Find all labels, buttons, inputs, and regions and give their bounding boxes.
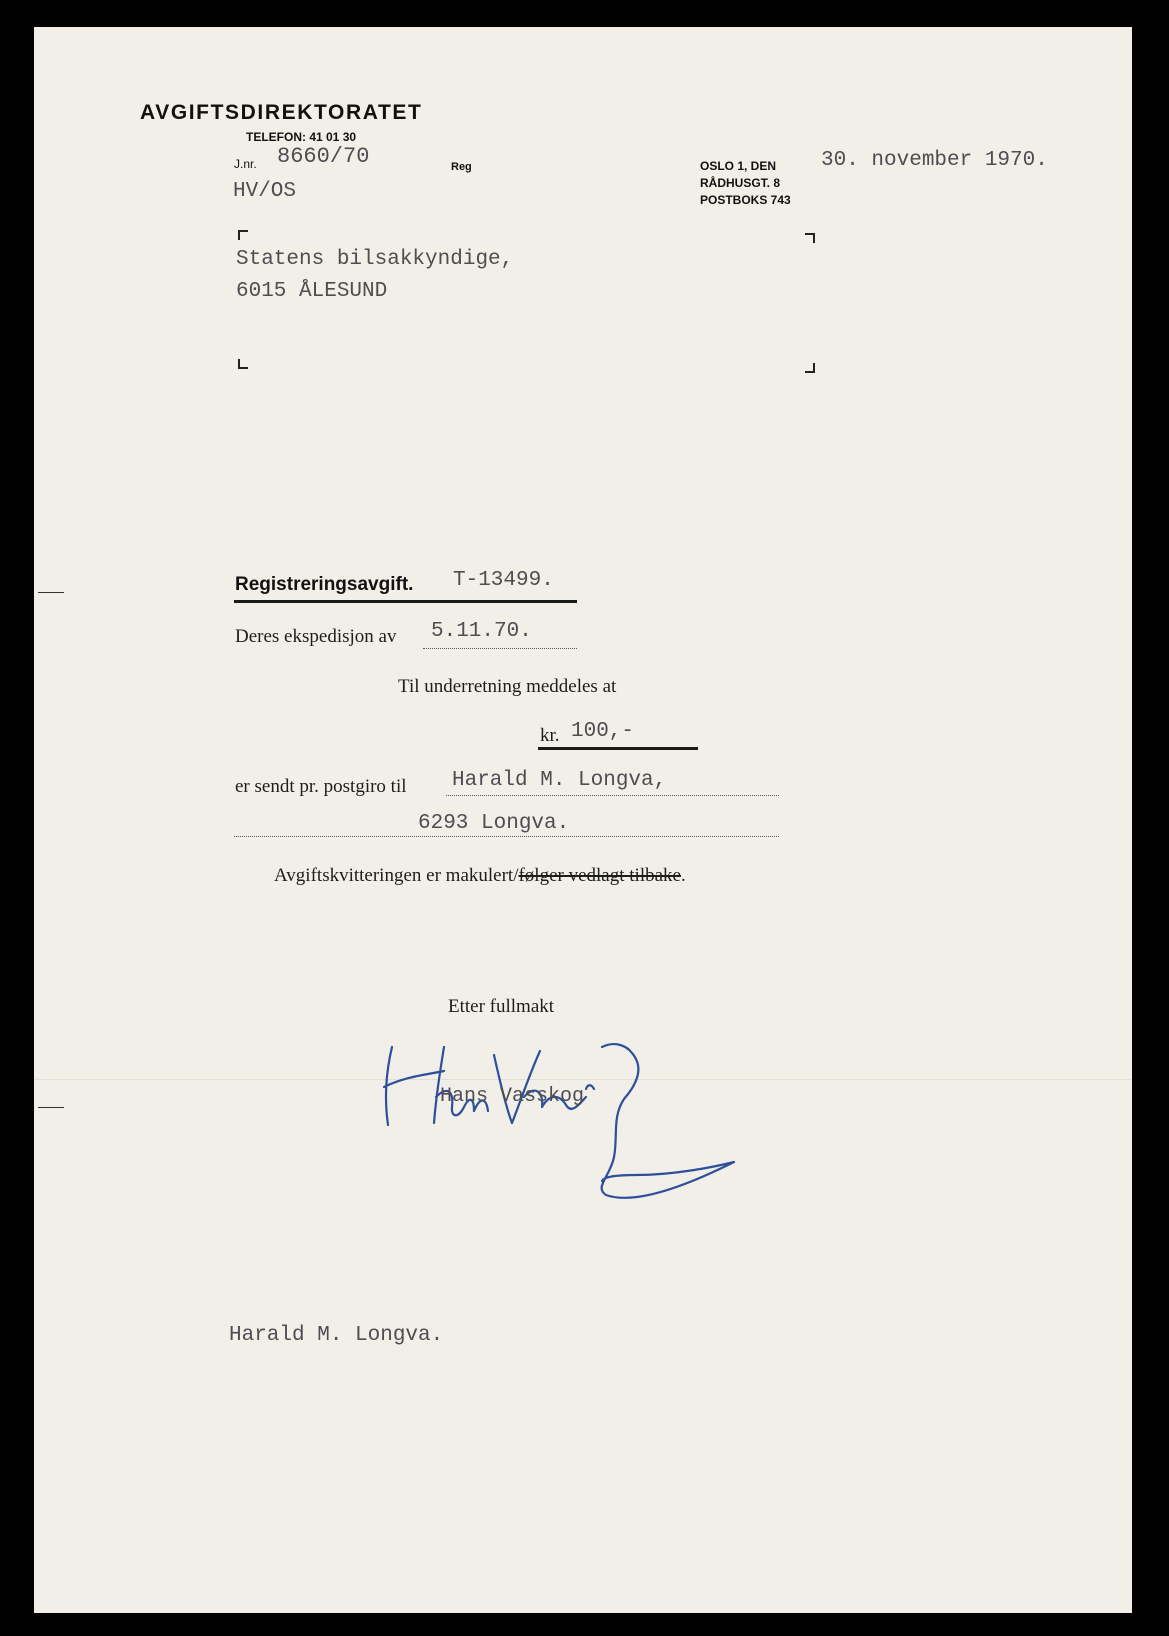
authority-text: Etter fullmakt xyxy=(448,996,555,1017)
receipt-line xyxy=(274,865,686,887)
notice-text: Til underretning meddeles at xyxy=(398,676,617,697)
recipient-city: 6015 ÅLESUND xyxy=(236,280,388,303)
receipt-prefix: Avgiftskvitteringen er makulert/ xyxy=(274,865,519,886)
address-bracket xyxy=(238,230,248,240)
signatory-name: Hans Vasskog xyxy=(440,1085,585,1108)
margin-mark xyxy=(38,592,64,593)
expedition-date: 5.11.70. xyxy=(431,620,532,643)
subject-reference: T-13499. xyxy=(453,569,554,592)
address-bracket xyxy=(805,233,815,243)
jnr-label: J.nr. xyxy=(234,157,257,171)
receipt-struck-text: følger vedlagt tilbake xyxy=(518,865,681,886)
amount-underline xyxy=(538,747,698,750)
reg-label: Reg xyxy=(451,161,472,173)
sent-label: er sendt pr. postgiro til xyxy=(235,776,407,797)
expedition-label: Deres ekspedisjon av xyxy=(235,626,397,647)
payee-name: Harald M. Longva, xyxy=(452,769,667,792)
amount-label: kr. xyxy=(540,725,560,746)
subject-label: Registreringsavgift. xyxy=(235,574,414,595)
payee-address: 6293 Longva. xyxy=(418,812,570,835)
postbox: POSTBOKS 743 xyxy=(700,193,791,207)
receipt-suffix: . xyxy=(680,865,686,886)
expedition-dotted-line xyxy=(423,648,577,649)
letter-date: 30. november 1970. xyxy=(821,149,1048,172)
document-page xyxy=(34,27,1132,1613)
payee-dotted-line xyxy=(446,795,779,796)
payee-address-dotted-line xyxy=(234,836,779,837)
copy-recipient: Harald M. Longva. xyxy=(229,1324,444,1347)
address-bracket xyxy=(238,359,248,369)
subject-underline xyxy=(234,600,577,603)
margin-mark xyxy=(38,1107,64,1108)
street-address: RÅDHUSGT. 8 xyxy=(700,176,781,190)
jnr-value: 8660/70 xyxy=(277,144,370,169)
place-label: OSLO 1, DEN xyxy=(700,159,777,173)
handwritten-signature xyxy=(374,1027,774,1237)
address-bracket xyxy=(805,363,815,373)
amount-value: 100,- xyxy=(571,720,635,743)
org-name: AVGIFTSDIREKTORATET xyxy=(140,101,423,124)
telephone: TELEFON: 41 01 30 xyxy=(246,130,357,144)
recipient-name: Statens bilsakkyndige, xyxy=(236,248,514,271)
initials: HV/OS xyxy=(233,180,297,203)
